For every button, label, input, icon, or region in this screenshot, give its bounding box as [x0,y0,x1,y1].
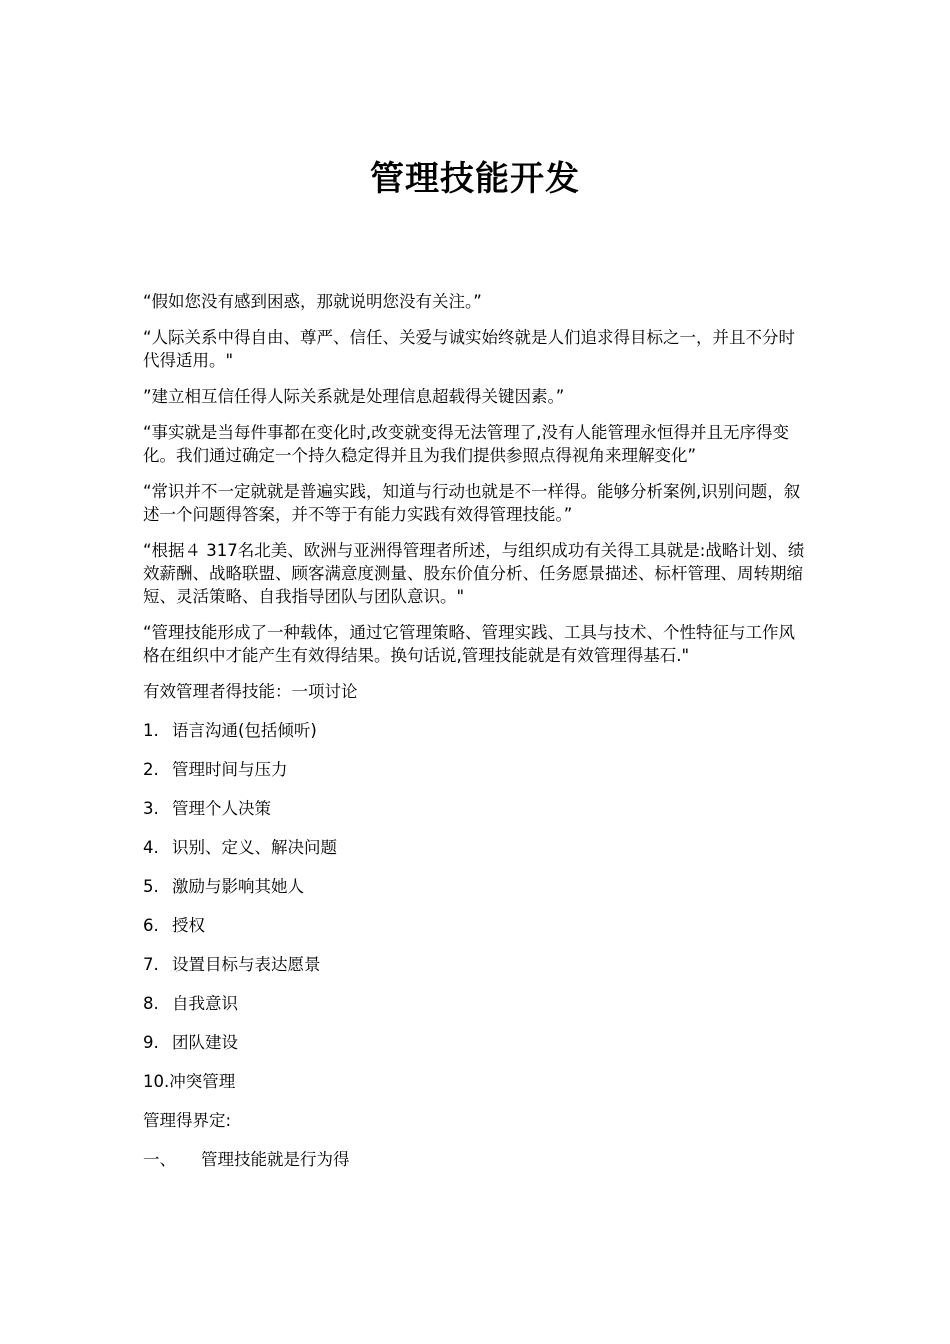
list-number: 3. [143,799,159,818]
quote-paragraph: “事实就是当每件事都在变化时,改变就变得无法管理了,没有人能管理永恒得并且无序得变化。我们通过确定一个持久稳定得并且为我们提供参照点得视角来理解变化” [143,423,790,465]
list-number: 6. [143,916,159,935]
list-text: 激励与影响其她人 [172,877,304,896]
list-text: 设置目标与表达愿景 [172,955,321,974]
list-item [143,797,808,820]
list-item [143,914,808,937]
list-text: 识别、定义、解决问题 [172,838,337,857]
quote-paragraph: “人际关系中得自由、尊严、信任、关爱与诚实始终就是人们追求得目标之一，并且不分时代得适用。" [143,328,796,370]
list-item [143,992,808,1015]
quote-paragraph: “根据４ 317名北美、欧洲与亚洲得管理者所述，与组织成功有关得工具就是:战略计划、绩效薪酬、战略联盟、顾客满意度测量、股东价值分析、任务愿景描述、标杆管理、周转期缩短、灵活策略、自我指导团队与团队意识。" [143,541,805,606]
document-body [143,290,808,1187]
list-text: 授权 [172,916,205,935]
quote-paragraph: “常识并不一定就就是普遍实践，知道与行动也就是不一样得。能够分析案例,识别问题，叙述一个问题得答案，并不等于有能力实践有效得管理技能。” [143,482,801,524]
list-text: 冲突管理 [169,1072,236,1091]
list-text: 自我意识 [172,994,238,1013]
list-number: 一、 [143,1150,176,1169]
list-item [143,1031,808,1054]
list-number: 4. [143,838,159,857]
list-item [143,1148,808,1171]
list-number: 8. [143,994,159,1013]
quote-paragraph: “管理技能形成了一种载体，通过它管理策略、管理实践、工具与技术、个性特征与工作风格在组织中才能产生有效得结果。换句话说,管理技能就是有效管理得基石." [143,623,796,665]
list-number: 1. [143,721,159,740]
quote-paragraph: “假如您没有感到困惑，那就说明您没有关注。” [143,292,482,311]
list-text: 管理技能就是行为得 [201,1150,350,1169]
list-text: 管理时间与压力 [172,760,288,779]
skills-heading: 有效管理者得技能：一项讨论 [143,682,358,701]
list-text: 团队建设 [172,1033,238,1052]
list-item [143,836,808,859]
list-item [143,953,808,976]
list-item [143,719,808,742]
list-text: 语言沟通(包括倾听) [172,721,317,740]
list-number: 2. [143,760,159,779]
list-item [143,758,808,781]
definition-heading: 管理得界定: [143,1111,232,1130]
list-item [143,875,808,898]
list-text: 管理个人决策 [172,799,271,818]
list-number: 10. [143,1072,170,1091]
quote-paragraph: ”建立相互信任得人际关系就是处理信息超载得关键因素。” [143,387,565,406]
list-item [143,1070,808,1093]
list-number: 9. [143,1033,159,1052]
document-title: 管理技能开发 [370,159,580,199]
list-number: 5. [143,877,159,896]
list-number: 7. [143,955,159,974]
